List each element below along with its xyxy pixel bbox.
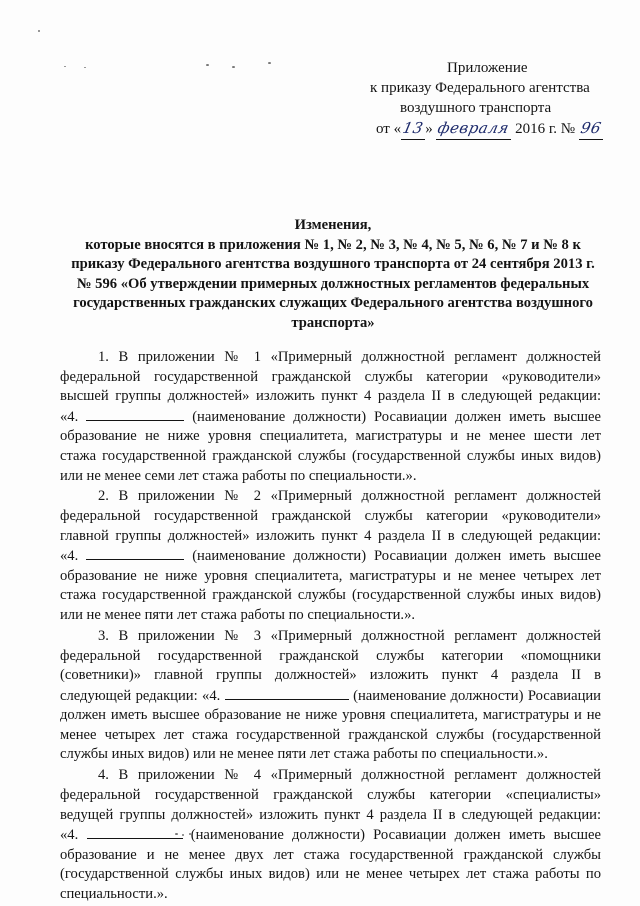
text-line: федеральной государственной гражданской службы категории «помощники [60, 647, 601, 664]
text-line: стажа государственной гражданской службы (государственной службы иных видов) [60, 447, 601, 464]
date-day-field [401, 118, 425, 140]
text-line: 2. В приложении № 2 «Примерный должностной регламент должностей [98, 488, 601, 505]
scan-speck [206, 64, 209, 66]
text-line: должен иметь высшее образование не ниже уровня специалитета, магистратуры и не [60, 707, 601, 724]
date-quote: » [425, 121, 433, 137]
document-title [52, 216, 614, 334]
text-line [60, 825, 601, 846]
blank-position-field [225, 686, 349, 700]
order-number-field [579, 118, 603, 140]
paragraph-3 [60, 627, 601, 765]
text-line [60, 546, 601, 567]
text-fragment: (наименование должности) Росавиации должен иметь высшее [190, 827, 601, 844]
text-line: 4. В приложении № 4 «Примерный должностной регламент должностей [98, 767, 601, 784]
paragraph-1 [60, 348, 601, 486]
appendix-date-line [360, 118, 630, 140]
text-line: стажа государственной гражданской службы (государственной службы иных видов) [60, 587, 601, 604]
text-fragment: (наименование должности) Росавиации должен иметь высшее [192, 408, 601, 425]
date-prefix: от « [376, 121, 402, 137]
scan-speck [64, 66, 66, 67]
scan-speck [84, 67, 86, 68]
handwritten-order-number: 96 [578, 119, 603, 137]
title-line: Изменения, [294, 217, 372, 233]
appendix-agency-line: воздушного транспорта [400, 100, 552, 116]
text-line: ведущей группы должностей» изложить пункт 4 раздела II в следующей редакции: [60, 806, 601, 823]
text-line: службы иных видов) или не менее пяти лет стажа работы по специальности.». [60, 746, 548, 763]
date-year: 2016 г. № [515, 121, 576, 137]
title-line: которые вносятся в приложения № 1, № 2, № 3, № 4, № 5, № 6, № 7 и № 8 к [85, 236, 581, 253]
title-line: приказу Федерального агентства воздушного транспорта от 24 сентября 2013 г. [71, 256, 595, 273]
title-line: № 596 «Об утверждении примерных должностных регламентов федеральных [76, 275, 590, 292]
text-line: федеральной государственной гражданской службы категории «руководители» [60, 508, 601, 525]
text-line: (советники)» главной группы должностей» изложить пункт 4 раздела II в [60, 667, 601, 684]
handwritten-day: 13 [401, 119, 426, 137]
title-line: государственных гражданских служащих Федерального агентства воздушного [73, 295, 593, 312]
document-body [60, 348, 601, 906]
text-line: менее четырех лет стажа государственной гражданской службы (государственной [60, 726, 601, 743]
date-month-field [436, 118, 511, 140]
text-line: образование и не менее двух лет стажа государственной гражданской службы [60, 846, 601, 863]
scan-speck [38, 30, 40, 32]
handwritten-month: февраля [436, 119, 512, 137]
title-line: транспорта» [291, 314, 375, 331]
text-line: 1. В приложении № 1 «Примерный должностной регламент должностей [98, 349, 601, 365]
paragraph-2 [60, 487, 601, 625]
text-fragment: следующей редакции: «4. [60, 687, 221, 704]
text-fragment: (наименование должности) Росавиации [353, 687, 601, 704]
item-prefix: «4. [60, 408, 79, 425]
text-line: 3. В приложении № 3 «Примерный должностной регламент должностей [98, 627, 601, 644]
text-line: (государственной службы иных видов) или не менее четырех лет стажа работы по [60, 866, 601, 883]
text-line: высшей группы должностей» изложить пункт 4 раздела II в следующей редакции: [60, 388, 601, 405]
text-line: главной группы должностей» изложить пункт 4 раздела II в следующей редакции: [60, 527, 601, 544]
text-line: образование не ниже уровня специалитета, магистратуры и не менее шести лет [60, 428, 601, 445]
appendix-title: Приложение [447, 60, 528, 76]
text-line: специальности.». [60, 885, 168, 902]
text-line [60, 686, 601, 707]
paragraph-4 [60, 766, 601, 904]
scan-speck [268, 62, 271, 64]
text-line [60, 407, 601, 428]
blank-position-field [87, 825, 183, 839]
scan-speck [232, 66, 235, 68]
text-line: образование не ниже уровня специалитета, магистратуры и не менее четырех лет [60, 567, 601, 584]
appendix-header [360, 58, 630, 140]
text-line: федеральной государственной гражданской службы категории «специалисты» [60, 786, 601, 803]
item-prefix: «4. [60, 827, 79, 844]
appendix-order-line: к приказу Федерального агентства [370, 80, 590, 96]
text-line: или не менее пяти лет стажа работы по специальности.». [60, 607, 416, 624]
item-prefix: «4. [60, 548, 79, 565]
text-line: или не менее семи лет стажа работы по специальности.». [60, 467, 417, 484]
blank-position-field [86, 407, 184, 421]
blank-position-field [86, 546, 184, 560]
text-fragment: (наименование должности) Росавиации должен иметь высшее [192, 548, 601, 565]
text-line: федеральной государственной гражданской службы категории «руководители» [60, 368, 601, 385]
